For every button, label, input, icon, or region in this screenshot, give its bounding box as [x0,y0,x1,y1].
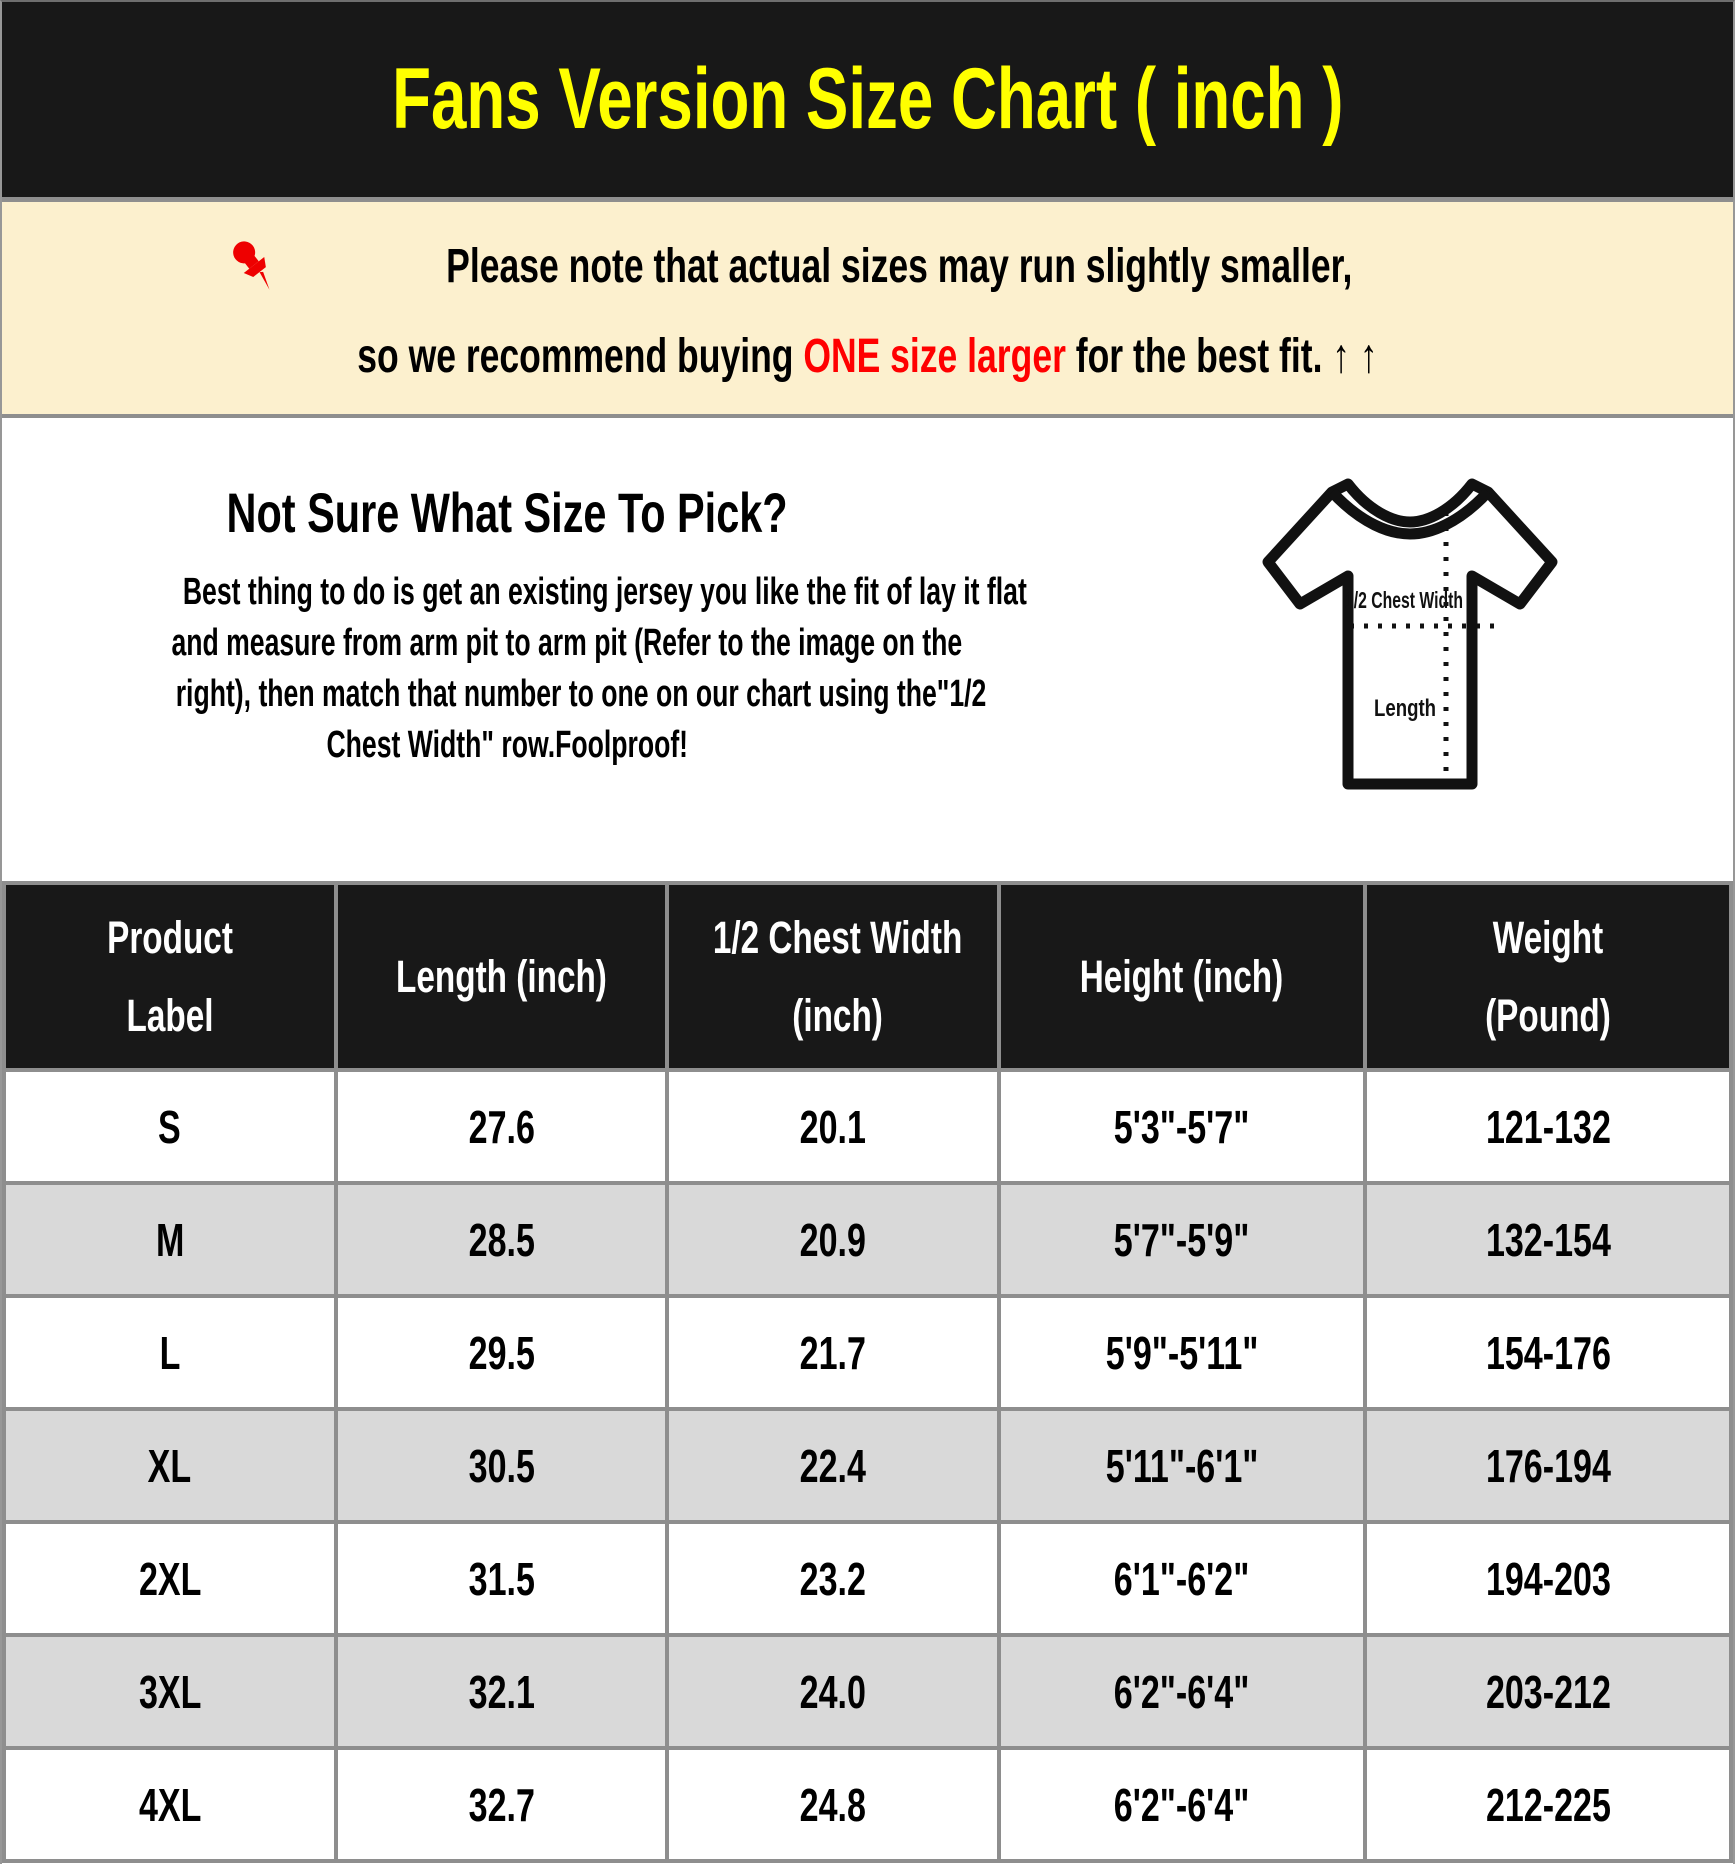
cell-chest: 24.0 [667,1635,999,1748]
size-table [2,881,1733,1863]
size-help-line: right), then match that number to one on our chart using the"1/2 [175,673,987,715]
cell-chest: 20.1 [667,1070,999,1183]
cell-weight: 154-176 [1365,1296,1731,1409]
cell-weight: 121-132 [1365,1070,1731,1183]
size-help-heading-text: Not Sure What Size To Pick? [226,481,788,544]
cell-length: 29.5 [336,1296,668,1409]
cell-length: 32.1 [336,1635,668,1748]
notice-line-1 [223,234,1512,306]
cell-weight: 176-194 [1365,1409,1731,1522]
cell-height: 5'11"-6'1" [999,1409,1365,1522]
size-row-2xl [4,1522,1731,1635]
size-row-xl [4,1409,1731,1522]
size-row-m [4,1183,1731,1296]
size-row-l [4,1296,1731,1409]
cell-label: L [4,1296,336,1409]
cell-label: 3XL [4,1635,336,1748]
cell-length: 30.5 [336,1409,668,1522]
cell-chest: 21.7 [667,1296,999,1409]
size-help-line: and measure from arm pit to arm pit (Refer to the image on the [171,622,963,664]
pushpin-icon [223,234,285,306]
col-header-height: Height (inch) [999,883,1365,1070]
cell-length: 31.5 [336,1522,668,1635]
cell-length: 32.7 [336,1748,668,1861]
size-row-3xl [4,1635,1731,1748]
notice-text-2-suffix: for the best fit. ↑ ↑ [1065,330,1378,383]
length-label: Length [1374,695,1436,722]
cell-chest: 22.4 [667,1409,999,1522]
cell-height: 5'7"-5'9" [999,1183,1365,1296]
cell-height: 5'3"-5'7" [999,1070,1365,1183]
size-table-body [4,1070,1731,1861]
cell-length: 28.5 [336,1183,668,1296]
cell-label: S [4,1070,336,1183]
cell-chest: 23.2 [667,1522,999,1635]
notice-text-2 [357,332,1377,382]
page-title-text: Fans Version Size Chart ( inch ) [391,51,1344,147]
col-header-length: Length (inch) [336,883,668,1070]
size-help-text [2,480,1027,771]
notice-banner [2,202,1733,414]
notice-line-2 [178,332,1557,382]
size-help-line: Chest Width" row.Foolproof! [326,724,688,766]
notice-text-1: Please note that actual sizes may run slightly smaller, [446,239,1353,293]
cell-label: 4XL [4,1748,336,1861]
page-title [225,50,1511,149]
cell-weight: 132-154 [1365,1183,1731,1296]
size-row-s [4,1070,1731,1183]
notice-text-2-highlight: ONE size larger [803,330,1066,383]
cell-label: XL [4,1409,336,1522]
cell-height: 6'1"-6'2" [999,1522,1365,1635]
cell-height: 5'9"-5'11" [999,1296,1365,1409]
tshirt-diagram [1250,466,1570,806]
chest-width-label: 1/2 Chest Width [1345,587,1463,613]
notice-text-2-prefix: so we recommend buying [357,330,804,383]
cell-label: M [4,1183,336,1296]
col-header-weight: Weight (Pound) [1365,883,1731,1070]
cell-height: 6'2"-6'4" [999,1748,1365,1861]
size-help-section [2,418,1733,881]
cell-weight: 203-212 [1365,1635,1731,1748]
size-help-line: Best thing to do is get an existing jersey you like the fit of lay it flat [182,571,1027,613]
title-banner [2,2,1733,197]
col-header-chest-width: 1/2 Chest Width (inch) [667,883,999,1070]
cell-weight: 194-203 [1365,1522,1731,1635]
size-help-heading [2,480,1012,545]
size-row-4xl [4,1748,1731,1861]
col-header-product-label: Product Label [4,883,336,1070]
cell-chest: 20.9 [667,1183,999,1296]
size-table-header [4,883,1731,1070]
cell-label: 2XL [4,1522,336,1635]
cell-weight: 212-225 [1365,1748,1731,1861]
cell-height: 6'2"-6'4" [999,1635,1365,1748]
cell-chest: 24.8 [667,1748,999,1861]
header-row [4,883,1731,1070]
cell-length: 27.6 [336,1070,668,1183]
